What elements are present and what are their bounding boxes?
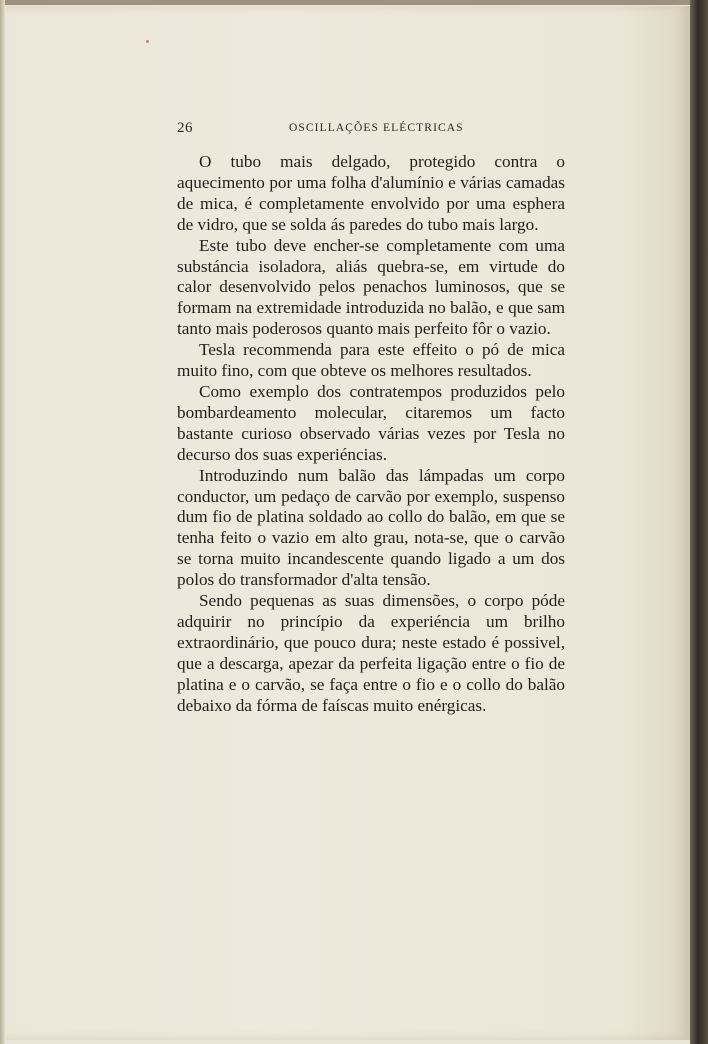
scan-left-edge bbox=[0, 0, 5, 1044]
paper-speck bbox=[146, 40, 149, 43]
book-binding-edge bbox=[690, 0, 708, 1044]
body-text bbox=[177, 152, 565, 716]
running-head bbox=[177, 120, 565, 140]
paragraph: Introduzindo num balão das lámpadas um corpo conductor, um pedaço de carvão por exemplo, suspenso dum fio de platina soldado ao collo do balão, em que se tenha feito o vazio em alto grau, nota-se, que o carvão se torna muito incandescente quando ligado a um dos polos do transformador d'alta tensão. bbox=[177, 465, 565, 590]
paragraph: O tubo mais delgado, protegido contra o aquecimento por uma folha d'alumínio e várias camadas de mica, é completamente envolvido por uma esphera de vidro, que se solda ás paredes do tubo mais largo. bbox=[177, 152, 565, 234]
paragraph: Como exemplo dos contratempos produzidos pelo bombardeamento molecular, citaremos um facto bastante curioso observado várias vezes por Tesla no decurso dos suas experiéncias. bbox=[177, 381, 565, 464]
page-number: 26 bbox=[177, 120, 193, 136]
paragraph: Tesla recommenda para este effeito o pó de mica muito fino, com que obteve os melhores resultados. bbox=[177, 340, 565, 381]
scan-top-edge bbox=[0, 0, 708, 5]
paragraph: Este tubo deve encher-se completamente com uma substáncia isoladora, aliás quebra-se, em virtude do calor desenvolvido pelos penachos luminosos, que se formam na extremidade introduzida no balão, e que sam tanto mais poderosos quanto mais perfeito fôr o vazio. bbox=[177, 235, 565, 339]
paragraph: Sendo pequenas as suas dimensões, o corpo póde adquirir no princípio da experiéncia um brilho extraordinário, que pouco dura; neste estado é possivel, que a descarga, apezar da perfeita ligação entre o fio de platina e o carvão, se faça entre o fio e o collo do balão debaixo da fórma de faíscas muito enérgicas. bbox=[177, 591, 565, 715]
running-title: OSCILLAÇÕES ELÉCTRICAS bbox=[289, 122, 464, 134]
